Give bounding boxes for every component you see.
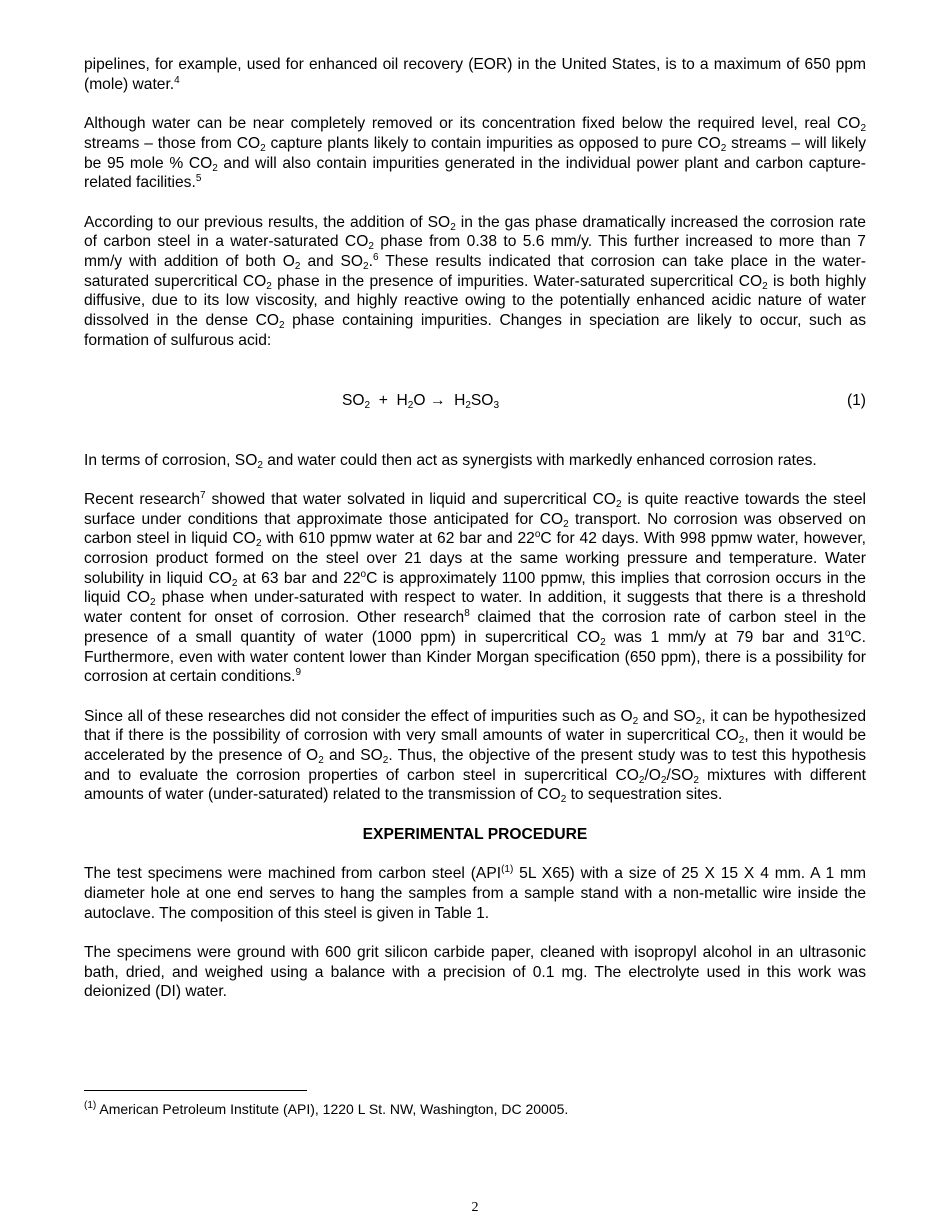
text-run: 5L X65) with a size of 25 X 15 X 4 mm. A 1 mm diameter hole at one end serves to hang the samples from a sample stand with a non-metallic wire inside the autoclave. The composition of this steel is given in Table 1.: [84, 865, 867, 922]
paragraph-p8: [84, 943, 866, 1002]
text-run: and SO: [323, 747, 383, 765]
body-paragraphs: [84, 451, 866, 806]
page-number: 2: [471, 1200, 479, 1215]
text-run: transport. No corrosion was observed on carbon steel in liquid CO: [84, 510, 866, 548]
subscript: 2: [266, 280, 272, 292]
subscript: 2: [364, 399, 371, 411]
text-run: to sequestration sites.: [566, 786, 723, 804]
subscript: 2: [560, 794, 567, 806]
text-run: SO: [470, 391, 494, 409]
equation-formula: [342, 391, 499, 411]
subscript: 2: [150, 597, 156, 609]
equation-number: (1): [846, 391, 866, 409]
text-run: at 63 bar and 22: [237, 569, 361, 587]
text-run: C for 42 days. With 998 ppmw water, however, corrosion product formed on the steel over 21 days at the same working pressure and temperature. Water solubility in liquid CO: [84, 530, 867, 587]
superscript: 4: [174, 74, 180, 86]
equation-1: [84, 391, 866, 411]
text-run: capture plants likely to contain impurities as opposed to pure CO: [265, 134, 721, 152]
superscript: 9: [295, 667, 302, 679]
superscript: (1): [501, 864, 514, 876]
footnote-marker: (1): [84, 1100, 97, 1111]
text-run: According to our previous results, the addition of SO: [84, 213, 451, 231]
text-run: These results indicated that corrosion can take place in the water-saturated supercritical CO: [84, 253, 866, 290]
subscript: 2: [255, 538, 262, 550]
subscript: 2: [465, 399, 471, 411]
text-run: pipelines, for example, used for enhanced oil recovery (EOR) in the United States, is to a maximum of 650 ppm (mole) water.: [84, 56, 866, 93]
subscript: 2: [368, 241, 374, 253]
paragraph-p2: [84, 114, 866, 193]
subscript: 2: [638, 774, 645, 786]
text-run: C is approximately 1100 ppmw, this implies that corrosion occurs in the liquid CO: [84, 569, 866, 607]
text-run: was 1 mm/y at 79 bar and 31: [605, 628, 845, 646]
text-run: is quite reactive towards the steel surface under conditions that approximate those anticipated for CO: [84, 490, 866, 528]
text-run: , then it would be accelerated by the presence of O: [84, 727, 866, 765]
paragraph-p6: [84, 707, 866, 806]
subscript: 2: [231, 577, 238, 589]
superscript: 8: [464, 608, 470, 620]
text-run: Since all of these researches did not consider the effect of impurities such as O: [84, 707, 633, 725]
subscript: 2: [294, 261, 301, 272]
text-run: , it can be hypothesized that if there is the possibility of corrosion with very small amounts of water in supercritical CO: [84, 707, 867, 745]
text-run: C. Furthermore, even with water content lower than Kinder Morgan specification (650 ppm), there is a possibility for corrosion at certain conditions.: [84, 628, 866, 686]
superscript: o: [534, 529, 541, 541]
page-body: [84, 55, 866, 1022]
text-run: The specimens were ground with 600 grit silicon carbide paper, cleaned with isopropyl alcohol in an ultrasonic bath, dried, and weighed using a balance with a precision of 0.1 mg. The electrolyte used in this work was deionized (DI) water.: [84, 944, 866, 1001]
subscript: 2: [860, 123, 866, 135]
subscript: 2: [318, 755, 324, 767]
text-run: with 610 ppmw water at 62 bar and 22: [261, 530, 535, 548]
text-run: claimed that the corrosion rate of carbon steel in the presence of a small quantity of water (1000 ppm) in supercritical CO: [84, 609, 866, 646]
subscript: 2: [363, 261, 369, 272]
subscript: 2: [212, 162, 218, 174]
subscript: 2: [632, 715, 639, 727]
text-run: and SO: [300, 253, 364, 270]
paragraph-p4: [84, 451, 866, 471]
procedure-paragraphs: [84, 864, 866, 1002]
text-run: In terms of corrosion, SO: [84, 451, 258, 469]
text-run: mixtures with different amounts of water (under-saturated) related to the transmission of CO: [84, 766, 866, 804]
text-run: /SO: [666, 766, 694, 784]
text-run: phase when under-saturated with respect to water. In addition, it suggests that there is a threshold water content for onset of corrosion. Other research: [84, 589, 866, 627]
text-run: and water could then act as synergists with markedly enhanced corrosion rates.: [262, 451, 817, 469]
subscript: 2: [660, 774, 667, 786]
subscript: 2: [762, 280, 768, 292]
text-run: + H: [370, 391, 408, 409]
paragraph-p7: [84, 864, 866, 923]
subscript: 2: [257, 459, 263, 471]
text-run: Although water can be near completely removed or its concentration fixed below the required level, real CO: [84, 115, 861, 133]
subscript: 2: [382, 755, 389, 767]
text-run: Recent research: [84, 490, 200, 508]
subscript: 2: [738, 735, 745, 747]
subscript: 2: [695, 715, 702, 727]
paragraph-p5: [84, 490, 866, 687]
section-heading: EXPERIMENTAL PROCEDURE: [362, 825, 588, 843]
subscript: 2: [260, 142, 266, 154]
paragraph-p3: [84, 213, 866, 351]
paragraph-p1: [84, 55, 866, 94]
superscript: 6: [372, 252, 379, 263]
superscript: 5: [195, 173, 202, 185]
subscript: 2: [278, 320, 285, 332]
text-run: and will also contain impurities generated in the individual power plant and carbon capture-related facilities.: [84, 154, 866, 192]
subscript: 2: [615, 498, 622, 510]
text-run: streams – will likely be 95 mole % CO: [84, 134, 867, 172]
text-run: .: [368, 253, 373, 270]
text-run: /O: [644, 766, 661, 784]
text-run: in the gas phase dramatically increased the corrosion rate of carbon steel in a water-saturated CO: [84, 213, 866, 251]
footnote: [84, 1100, 568, 1118]
subscript: 2: [563, 518, 569, 530]
text-run: phase in the presence of impurities. Water-saturated supercritical CO: [271, 272, 763, 290]
text-run: O → H: [413, 391, 466, 409]
superscript: 7: [200, 489, 206, 501]
text-run: phase containing impurities. Changes in speciation are likely to occur, such as formation of sulfurous acid:: [84, 312, 866, 349]
superscript: o: [844, 627, 851, 639]
subscript: 2: [720, 142, 727, 154]
intro-paragraphs: [84, 55, 866, 351]
superscript: o: [360, 568, 367, 580]
subscript: 2: [600, 636, 606, 648]
subscript: 2: [693, 774, 699, 786]
text-run: showed that water solvated in liquid and supercritical CO: [205, 490, 616, 508]
subscript: 3: [493, 399, 499, 411]
subscript: 2: [450, 221, 456, 233]
text-run: . Thus, the objective of the present study was to test this hypothesis and to evaluate the corrosion properties of carbon steel in supercritical CO: [84, 747, 867, 784]
text-run: SO: [342, 391, 365, 409]
text-run: phase from 0.38 to 5.6 mm/y. This further increased to more than 7 mm/y with addition of both O: [84, 233, 866, 270]
subscript: 2: [407, 399, 414, 411]
text-run: and SO: [638, 707, 696, 725]
footnote-divider: [84, 1090, 307, 1091]
text-run: The test specimens were machined from carbon steel (API: [84, 865, 502, 883]
footnote-text: American Petroleum Institute (API), 1220 L St. NW, Washington, DC 20005.: [96, 1101, 569, 1117]
text-run: streams – those from CO: [84, 134, 261, 152]
text-run: is both highly diffusive, due to its low viscosity, and highly reactive owing to the potentially enhanced acidic nature of water dissolved in the dense CO: [84, 272, 866, 330]
